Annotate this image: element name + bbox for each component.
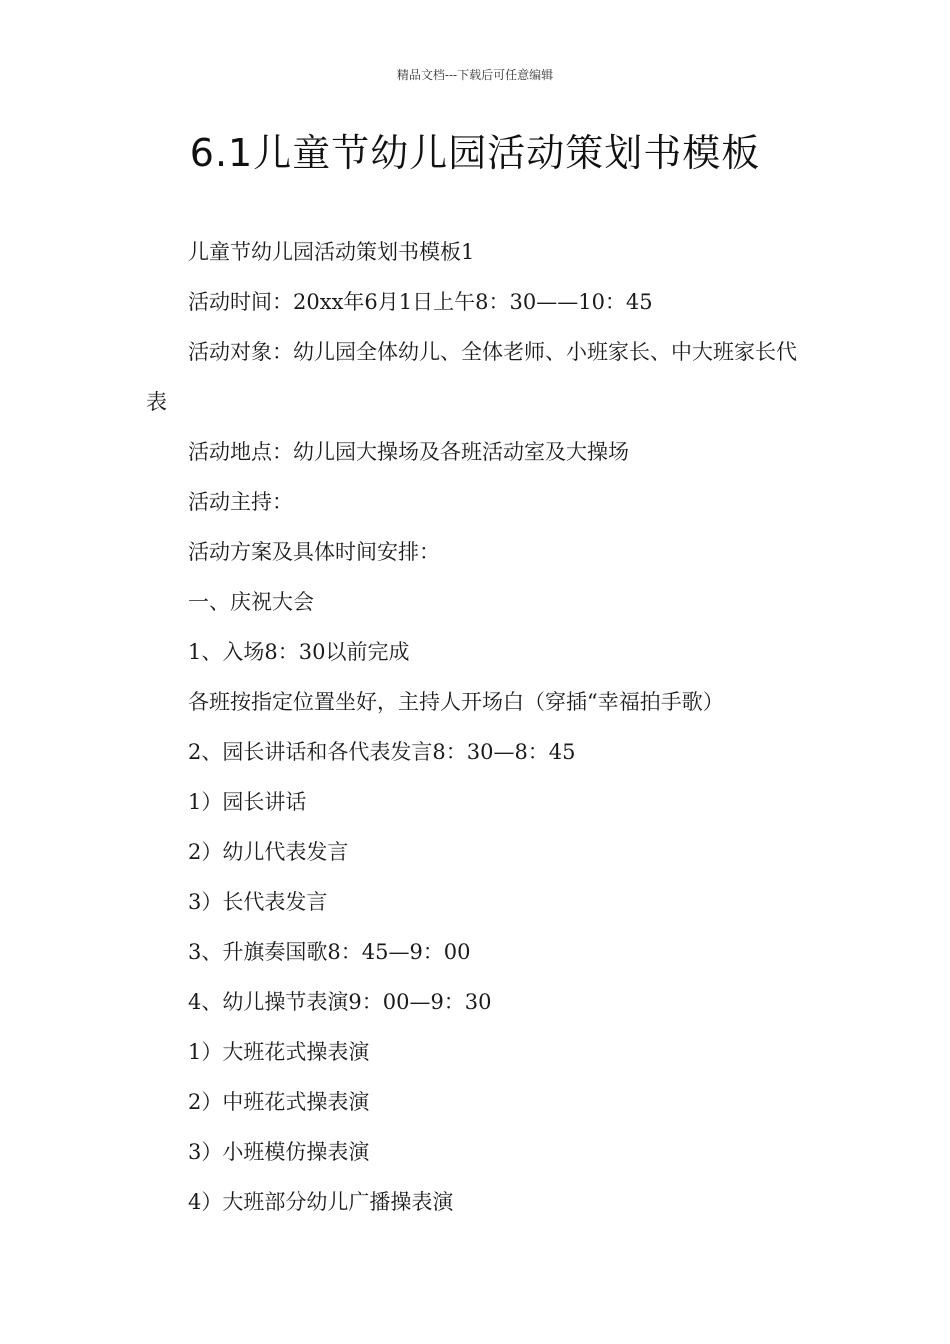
paragraph-schedule-heading: 活动方案及具体时间安排： [188,540,440,564]
list-item: 2）幼儿代表发言 [188,840,349,864]
list-item: 4）大班部分幼儿广播操表演 [188,1190,454,1214]
list-item: 2、园长讲话和各代表发言8：30—8：45 [188,740,576,764]
list-item: 3、升旗奏国歌8：45—9：00 [188,940,471,964]
page-header: 精品文档---下载后可任意编辑 [396,68,554,82]
paragraph-subtitle: 儿童节幼儿园活动策划书模板1 [188,240,475,264]
paragraph-participants: 活动对象：幼儿园全体幼儿、全体老师、小班家长、中大班家长代表 [146,340,797,414]
list-item: 1、入场8：30以前完成 [188,640,410,664]
document-body [146,227,808,1227]
list-item: 2）中班花式操表演 [188,1090,370,1114]
list-item: 1）园长讲话 [188,790,307,814]
list-item: 各班按指定位置坐好，主持人开场白（穿插“幸福拍手歌） [188,690,724,714]
document-title: 6.1儿童节幼儿园活动策划书模板 [189,131,761,175]
paragraph-host: 活动主持： [188,490,293,514]
paragraph-time: 活动时间：20xx年6月1日上午8：30——10：45 [188,290,653,314]
list-item: 4、幼儿操节表演9：00—9：30 [188,990,492,1014]
list-item: 1）大班花式操表演 [188,1040,370,1064]
paragraph-section-1: 一、庆祝大会 [188,590,314,614]
list-item: 3）长代表发言 [188,890,328,914]
paragraph-location: 活动地点：幼儿园大操场及各班活动室及大操场 [188,440,629,464]
list-item: 3）小班模仿操表演 [188,1140,370,1164]
